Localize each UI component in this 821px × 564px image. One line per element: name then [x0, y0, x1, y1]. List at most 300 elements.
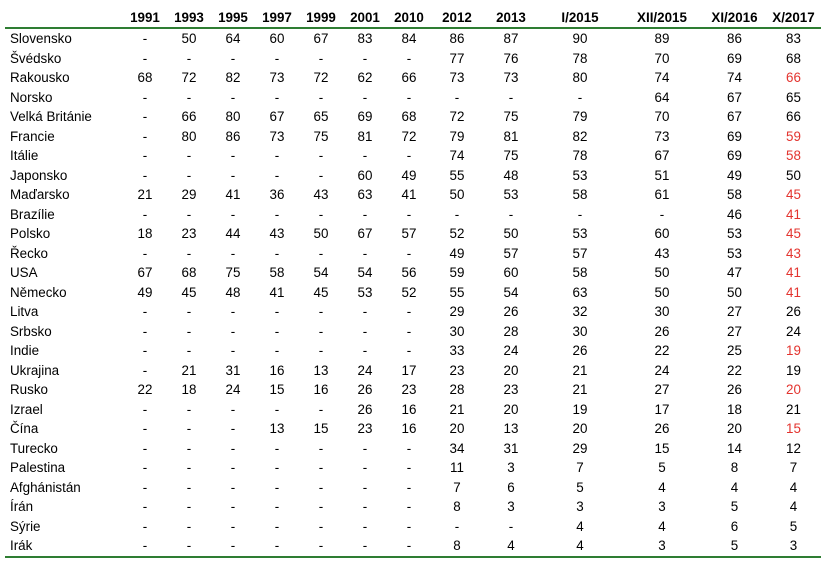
value-cell: - [142, 167, 148, 183]
value-cell: - [142, 518, 148, 534]
value-cell: - [406, 499, 412, 515]
value-cell: 52 [401, 284, 417, 300]
value-cell: - [318, 401, 324, 417]
value-cell: 73 [269, 70, 285, 86]
value-cell: 57 [503, 245, 519, 261]
value-cell: 84 [401, 31, 417, 47]
value-cell: 27 [727, 304, 742, 320]
value-cell: - [142, 89, 148, 105]
value-cell: 21 [181, 362, 197, 378]
value-cell: - [659, 206, 665, 222]
value-cell: - [142, 206, 148, 222]
table-row [5, 263, 821, 283]
value-cell: 53 [357, 284, 373, 300]
country-name: Turecko [10, 440, 58, 456]
value-cell: 58 [572, 265, 588, 281]
value-cell: - [318, 440, 324, 456]
value-cell: - [318, 148, 324, 164]
value-cell: 28 [503, 323, 519, 339]
value-cell: 76 [503, 50, 519, 66]
value-cell: 41 [786, 206, 801, 222]
value-cell: - [274, 304, 280, 320]
table-row [5, 49, 821, 69]
value-cell: 12 [786, 440, 801, 456]
value-cell: 6 [507, 479, 515, 495]
value-cell: 73 [449, 70, 465, 86]
value-cell: 60 [503, 265, 519, 281]
value-cell: 86 [225, 128, 241, 144]
value-cell: - [186, 89, 192, 105]
value-cell: 32 [572, 304, 588, 320]
value-cell: 74 [727, 70, 742, 86]
country-name: Ukrajina [10, 362, 60, 378]
value-cell: 86 [727, 31, 742, 47]
country-name: Rusko [10, 382, 48, 398]
value-cell: 11 [450, 460, 464, 476]
value-cell: 15 [654, 440, 670, 456]
value-cell: - [318, 518, 324, 534]
value-cell: 23 [357, 421, 373, 437]
value-cell: - [230, 421, 236, 437]
value-cell: 43 [786, 245, 801, 261]
value-cell: 41 [401, 187, 417, 203]
value-cell: 52 [449, 226, 465, 242]
value-cell: - [230, 245, 236, 261]
value-cell: 5 [730, 499, 739, 515]
value-cell: - [142, 440, 148, 456]
value-cell: 41 [225, 187, 241, 203]
value-cell: 69 [727, 148, 742, 164]
value-cell: 23 [503, 382, 519, 398]
value-cell: 24 [786, 323, 801, 339]
value-cell: 60 [357, 167, 373, 183]
value-cell: 5 [658, 460, 666, 476]
value-cell: 81 [503, 128, 519, 144]
value-cell: - [230, 518, 236, 534]
value-cell: 19 [786, 343, 801, 359]
value-cell: 21 [137, 187, 153, 203]
value-cell: 21 [572, 382, 588, 398]
value-cell: 5 [789, 518, 798, 534]
table-row [5, 380, 821, 400]
value-cell: 7 [789, 460, 798, 476]
value-cell: 24 [503, 343, 519, 359]
value-cell: - [230, 440, 236, 456]
value-cell: - [318, 206, 324, 222]
table-header [5, 8, 821, 28]
value-cell: 66 [786, 70, 801, 86]
column-header-period: 1999 [306, 10, 336, 25]
value-cell: - [230, 206, 236, 222]
value-cell: - [318, 245, 324, 261]
value-cell: 4 [789, 479, 798, 495]
value-cell: 18 [727, 401, 742, 417]
value-cell: - [454, 89, 460, 105]
header-row [5, 8, 821, 28]
value-cell: - [230, 460, 236, 476]
value-cell: 58 [269, 265, 285, 281]
value-cell: 26 [654, 421, 670, 437]
value-cell: - [406, 245, 412, 261]
value-cell: 75 [313, 128, 329, 144]
value-cell: 65 [786, 89, 801, 105]
value-cell: 15 [269, 382, 285, 398]
table-row [5, 419, 821, 439]
value-cell: 14 [727, 440, 742, 456]
table-row [5, 205, 821, 225]
value-cell: 48 [503, 167, 519, 183]
value-cell: 48 [225, 284, 241, 300]
value-cell: 20 [503, 401, 519, 417]
value-cell: 83 [786, 31, 801, 47]
value-cell: 26 [357, 382, 373, 398]
value-cell: - [186, 343, 192, 359]
table-row [5, 361, 821, 381]
country-name: Palestina [10, 460, 66, 476]
country-name: Německo [10, 284, 67, 300]
value-cell: 5 [730, 538, 739, 554]
value-cell: 69 [727, 128, 742, 144]
value-cell: - [142, 109, 148, 125]
value-cell: 75 [503, 109, 519, 125]
value-cell: 69 [727, 50, 742, 66]
value-cell: 49 [727, 167, 742, 183]
value-cell: - [230, 89, 236, 105]
value-cell: 45 [786, 187, 801, 203]
value-cell: 3 [507, 460, 515, 476]
value-cell: - [274, 167, 280, 183]
value-cell: - [406, 206, 412, 222]
value-cell: - [274, 538, 280, 554]
value-cell: 3 [507, 499, 515, 515]
value-cell: - [362, 440, 368, 456]
value-cell: 13 [269, 421, 285, 437]
value-cell: 27 [654, 382, 670, 398]
value-cell: - [230, 499, 236, 515]
value-cell: - [318, 538, 324, 554]
value-cell: 74 [449, 148, 465, 164]
value-cell: 45 [786, 226, 801, 242]
value-cell: - [362, 343, 368, 359]
value-cell: 18 [181, 382, 197, 398]
value-cell: 4 [576, 518, 584, 534]
value-cell: 47 [727, 265, 742, 281]
value-cell: - [362, 89, 368, 105]
value-cell: 54 [313, 265, 329, 281]
value-cell: - [274, 440, 280, 456]
value-cell: - [406, 343, 412, 359]
value-cell: 75 [503, 148, 519, 164]
value-cell: - [142, 401, 148, 417]
country-name: Izrael [10, 401, 43, 417]
value-cell: - [274, 518, 280, 534]
value-cell: 60 [654, 226, 670, 242]
value-cell: - [142, 479, 148, 495]
value-cell: 79 [572, 109, 588, 125]
value-cell: 82 [225, 70, 241, 86]
value-cell: - [274, 89, 280, 105]
value-cell: 67 [727, 89, 742, 105]
value-cell: 6 [730, 518, 739, 534]
table-row [5, 341, 821, 361]
value-cell: 7 [576, 460, 584, 476]
value-cell: 70 [654, 109, 670, 125]
value-cell: - [230, 479, 236, 495]
value-cell: - [142, 460, 148, 476]
value-cell: - [186, 460, 192, 476]
table-body [5, 28, 821, 557]
value-cell: 26 [786, 304, 801, 320]
value-cell: - [362, 50, 368, 66]
value-cell: 75 [225, 265, 241, 281]
value-cell: 67 [313, 31, 329, 47]
value-cell: 50 [786, 167, 801, 183]
value-cell: 79 [449, 128, 465, 144]
value-cell: - [406, 440, 412, 456]
value-cell: 49 [137, 284, 153, 300]
value-cell: 26 [357, 401, 373, 417]
value-cell: - [142, 323, 148, 339]
table-row [5, 517, 821, 537]
value-cell: 72 [401, 128, 417, 144]
value-cell: 68 [401, 109, 417, 125]
column-header-period: 1997 [262, 10, 292, 25]
value-cell: - [230, 538, 236, 554]
country-name: Írán [10, 499, 34, 515]
value-cell: 53 [572, 167, 588, 183]
country-name: Rakousko [10, 70, 70, 86]
country-name: Francie [10, 128, 55, 144]
value-cell: - [318, 167, 324, 183]
value-cell: 50 [181, 31, 197, 47]
value-cell: 28 [449, 382, 465, 398]
table-row [5, 88, 821, 108]
value-cell: - [318, 50, 324, 66]
value-cell: - [186, 440, 192, 456]
value-cell: 31 [503, 440, 519, 456]
value-cell: 54 [503, 284, 519, 300]
table-row [5, 185, 821, 205]
value-cell: 50 [503, 226, 519, 242]
value-cell: - [406, 304, 412, 320]
value-cell: 50 [654, 265, 670, 281]
value-cell: 22 [727, 362, 742, 378]
value-cell: - [406, 89, 412, 105]
value-cell: 25 [727, 343, 742, 359]
value-cell: - [318, 304, 324, 320]
value-cell: 19 [786, 362, 801, 378]
column-header-period: 2013 [496, 10, 526, 25]
table-row [5, 146, 821, 166]
value-cell: 64 [654, 89, 670, 105]
value-cell: 13 [313, 362, 329, 378]
country-name: Maďarsko [10, 187, 70, 203]
value-cell: 4 [507, 538, 515, 554]
value-cell: 55 [449, 167, 465, 183]
value-cell: - [230, 304, 236, 320]
value-cell: 50 [449, 187, 465, 203]
value-cell: 4 [576, 538, 584, 554]
value-cell: 26 [503, 304, 519, 320]
value-cell: - [362, 245, 368, 261]
value-cell: 83 [357, 31, 373, 47]
value-cell: 20 [572, 421, 588, 437]
value-cell: 66 [401, 70, 417, 86]
value-cell: - [186, 538, 192, 554]
value-cell: 41 [786, 265, 801, 281]
value-cell: 20 [503, 362, 519, 378]
value-cell: - [508, 518, 514, 534]
value-cell: - [508, 89, 514, 105]
country-name: Slovensko [10, 31, 72, 47]
value-cell: 90 [572, 31, 588, 47]
country-name: Velká Británie [10, 109, 92, 125]
value-cell: - [186, 421, 192, 437]
value-cell: 23 [181, 226, 197, 242]
value-cell: 31 [225, 362, 241, 378]
value-cell: 16 [401, 421, 417, 437]
value-cell: - [186, 518, 192, 534]
value-cell: 72 [313, 70, 329, 86]
value-cell: 4 [658, 479, 666, 495]
value-cell: - [142, 499, 148, 515]
value-cell: 53 [572, 226, 588, 242]
value-cell: - [186, 304, 192, 320]
value-cell: 24 [357, 362, 373, 378]
value-cell: 24 [225, 382, 241, 398]
value-cell: - [362, 499, 368, 515]
value-cell: - [454, 206, 460, 222]
value-cell: 77 [449, 50, 465, 66]
value-cell: 81 [357, 128, 373, 144]
value-cell: 86 [449, 31, 465, 47]
value-cell: - [406, 518, 412, 534]
value-cell: 21 [572, 362, 588, 378]
value-cell: - [186, 245, 192, 261]
value-cell: 49 [401, 167, 417, 183]
value-cell: - [230, 401, 236, 417]
value-cell: 67 [727, 109, 742, 125]
value-cell: 53 [727, 245, 742, 261]
table-row [5, 322, 821, 342]
table-row [5, 283, 821, 303]
value-cell: - [274, 479, 280, 495]
value-cell: 29 [572, 440, 588, 456]
country-name: Litva [10, 304, 39, 320]
column-header-period: X/2017 [772, 10, 815, 25]
value-cell: - [318, 460, 324, 476]
value-cell: 74 [654, 70, 670, 86]
column-header-period: XII/2015 [637, 10, 687, 25]
value-cell: - [142, 245, 148, 261]
value-cell: 63 [572, 284, 588, 300]
value-cell: - [142, 362, 148, 378]
value-cell: 62 [357, 70, 373, 86]
value-cell: 46 [727, 206, 742, 222]
value-cell: 23 [449, 362, 465, 378]
value-cell: 8 [453, 499, 461, 515]
value-cell: 45 [181, 284, 197, 300]
value-cell: 66 [181, 109, 197, 125]
value-cell: 18 [137, 226, 153, 242]
column-header-period: 2010 [394, 10, 424, 25]
value-cell: 73 [503, 70, 519, 86]
column-header-period: I/2015 [561, 10, 599, 25]
country-name: Indie [10, 343, 40, 359]
country-name: Čína [10, 421, 39, 437]
table-row [5, 68, 821, 88]
value-cell: 82 [572, 128, 588, 144]
value-cell: - [274, 50, 280, 66]
value-cell: - [406, 538, 412, 554]
value-cell: 72 [181, 70, 197, 86]
value-cell: 64 [225, 31, 241, 47]
country-name: Norsko [10, 89, 53, 105]
table-row [5, 302, 821, 322]
value-cell: - [274, 499, 280, 515]
value-cell: 53 [727, 226, 742, 242]
value-cell: 65 [313, 109, 329, 125]
value-cell: - [454, 518, 460, 534]
value-cell: - [186, 479, 192, 495]
value-cell: 55 [449, 284, 465, 300]
value-cell: 43 [269, 226, 285, 242]
value-cell: - [142, 31, 148, 47]
value-cell: - [186, 323, 192, 339]
table-row [5, 400, 821, 420]
value-cell: 67 [357, 226, 373, 242]
value-cell: 3 [658, 499, 666, 515]
value-cell: 57 [401, 226, 417, 242]
column-header-country [5, 8, 123, 28]
value-cell: 57 [572, 245, 588, 261]
value-cell: 27 [727, 323, 742, 339]
table-row [5, 107, 821, 127]
value-cell: 16 [401, 401, 417, 417]
value-cell: - [230, 323, 236, 339]
table-row [5, 28, 821, 49]
value-cell: 17 [654, 401, 670, 417]
value-cell: - [186, 50, 192, 66]
value-cell: 58 [786, 148, 801, 164]
column-header-period: 1995 [218, 10, 248, 25]
value-cell: 4 [789, 499, 798, 515]
data-table [5, 8, 821, 558]
value-cell: 26 [727, 382, 742, 398]
table-row [5, 224, 821, 244]
value-cell: - [274, 206, 280, 222]
value-cell: 51 [654, 167, 670, 183]
value-cell: 67 [137, 265, 153, 281]
value-cell: 30 [449, 323, 465, 339]
value-cell: 8 [730, 460, 739, 476]
value-cell: - [230, 148, 236, 164]
value-cell: 63 [357, 187, 373, 203]
value-cell: 72 [449, 109, 465, 125]
value-cell: 87 [503, 31, 519, 47]
country-name: Řecko [10, 245, 48, 261]
value-cell: 44 [225, 226, 241, 242]
value-cell: 66 [786, 109, 801, 125]
value-cell: 3 [658, 538, 666, 554]
value-cell: 78 [572, 148, 588, 164]
value-cell: - [186, 499, 192, 515]
country-name: Itálie [10, 148, 39, 164]
value-cell: - [274, 343, 280, 359]
value-cell: - [362, 304, 368, 320]
value-cell: 80 [181, 128, 197, 144]
value-cell: 68 [181, 265, 197, 281]
